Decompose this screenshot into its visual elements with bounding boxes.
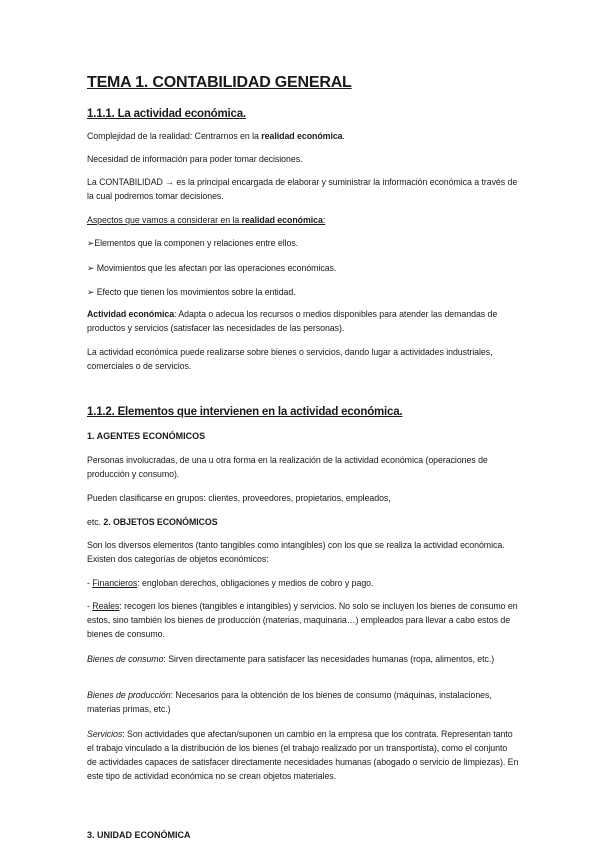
agentes-heading: 1. AGENTES ECONÓMICOS [87,431,206,441]
paragraph-clasificacion: Pueden clasificarse en grupos: clientes, proveedores, propietarios, empleados, [87,493,391,503]
section-2-heading: 1.1.2. Elementos que intervienen en la actividad económica. [87,406,403,418]
paragraph-servicios: Servicios: Son actividades que afectan/suponen un cambio en la empresa que los contrata. Representan tanto el trabajo vinculado a la distribución de los bienes (el trabajo realizado por un transportista), como el conjunto de actividades capaces de satisfacer directamente necesidades humanas (abogado o servicio de limpiezas). En este tipo de actividad económica no se crean objetos materiales. [87,729,519,781]
paragraph-bienes-consumo: Bienes de consumo: Sirven directamente para satisfacer las necesidades humanas (ropa, alimentos, etc.) [87,654,495,664]
paragraph-necesidad: Necesidad de información para poder tomar decisiones. [87,154,303,164]
paragraph-reales: - Reales: recogen los bienes (tangibles e intangibles) y servicios. No solo se incluyen los bienes de consumo en estos, sino también los bienes de producción (materias, maquinaria…) empleados para llevar a cabo estos de bienes de consumo. [87,601,518,639]
unidad-heading: 3. UNIDAD ECONÓMICA [87,830,191,840]
paragraph-objetos: Son los diversos elementos (tanto tangibles como intangibles) con los que se realiza la actividad económica. Existen dos categorías de objetos económicos: [87,540,505,564]
paragraph-complejidad: Complejidad de la realidad: Centrarnos en la realidad económica. [87,131,345,141]
document-title: TEMA 1. CONTABILIDAD GENERAL [87,74,352,91]
paragraph-contabilidad: La CONTABILIDAD → es la principal encargada de elaborar y suministrar la información económica a través de la cual podremos tomar decisiones. [87,177,518,201]
bullet-item: ➢ Efecto que tienen los movimientos sobre la entidad. [87,287,296,297]
paragraph-aspectos: Aspectos que vamos a considerar en la realidad económica: [87,215,326,225]
bullet-item: ➢ Movimientos que les afectan por las operaciones económicas. [87,263,337,273]
paragraph-etc-objetos: etc. 2. OBJETOS ECONÓMICOS [87,517,218,527]
paragraph-financieros: - Financieros: engloban derechos, obligaciones y medios de cobro y pago. [87,578,374,588]
paragraph-agentes: Personas involucradas, de una u otra forma en la realización de la actividad económica (operaciones de producción y consumo). [87,455,488,479]
bullet-item: ➢Elementos que la componen y relaciones entre ellos. [87,238,299,248]
paragraph-definicion: Actividad económica: Adapta o adecua los recursos o medios disponibles para atender las demandas de productos y servicios (satisfacer las necesidades de las personas). [87,309,498,333]
section-1-heading: 1.1.1. La actividad económica. [87,108,246,120]
paragraph-actividad: La actividad económica puede realizarse sobre bienes o servicios, dando lugar a actividades industriales, comerciales o de servicios. [87,347,493,371]
paragraph-bienes-produccion: Bienes de producción: Necesarios para la obtención de los bienes de consumo (máquinas, instalaciones, materias primas, etc.) [87,690,492,714]
